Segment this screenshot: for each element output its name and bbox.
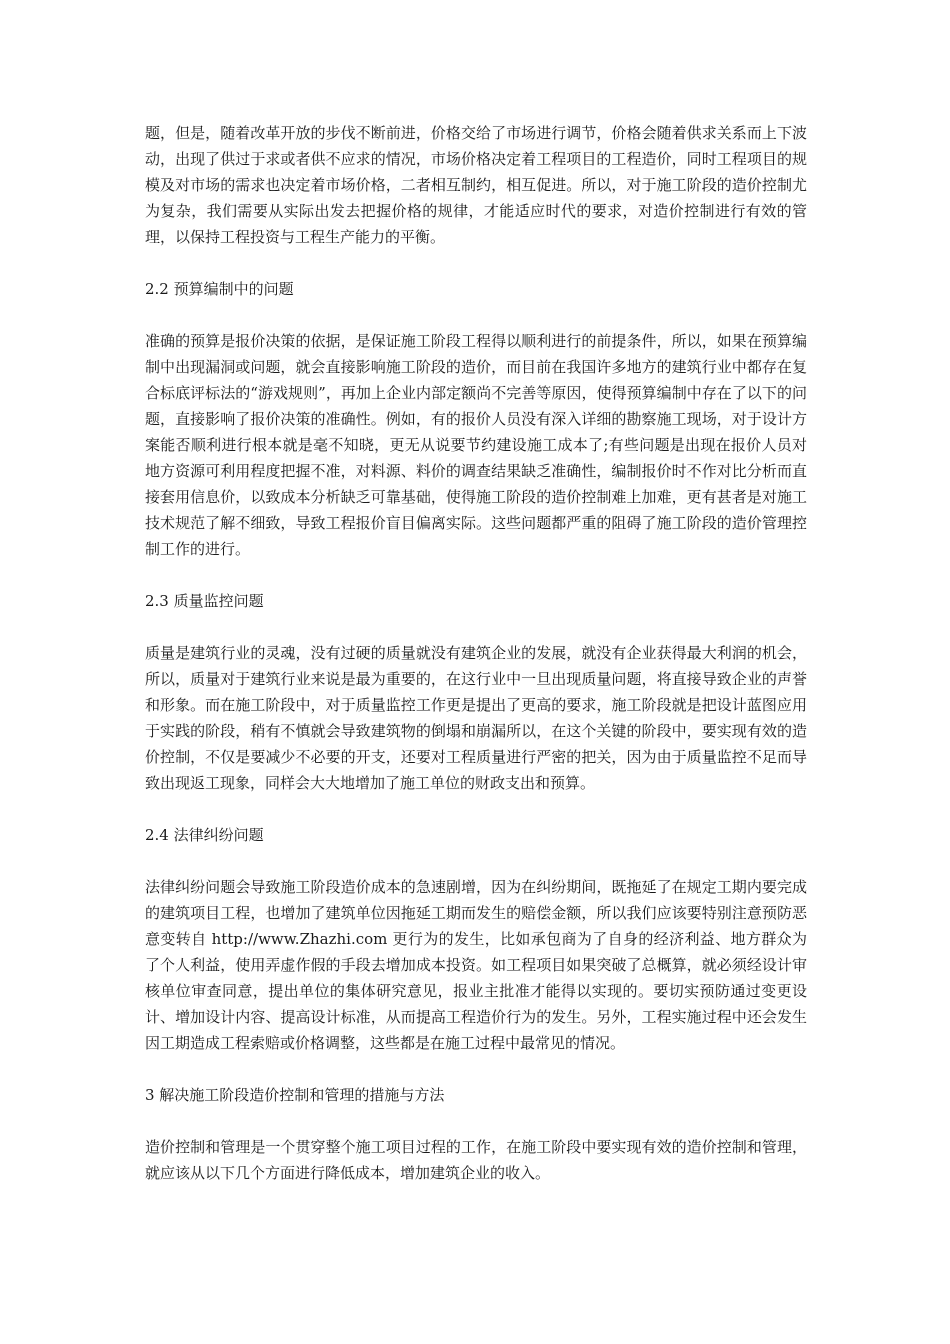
- heading-2-3: 2.3 质量监控问题: [145, 592, 264, 610]
- paragraph-market-price: 题，但是，随着改革开放的步伐不断前进，价格交给了市场进行调节，价格会随着供求关系而上下波动，出现了供过于求或者供不应求的情况，市场价格决定着工程项目的工程造价，同时工程项目的规模及对市场的需求也决定着市场价格，二者相互制约，相互促进。所以，对于施工阶段的造价控制尤为复杂，我们需要从实际出发去把握价格的规律，才能适应时代的要求，对造价控制进行有效的管理，以保持工程投资与工程生产能力的平衡。: [145, 124, 807, 246]
- heading-2-2: 2.2 预算编制中的问题: [145, 280, 294, 298]
- heading-2-4: 2.4 法律纠纷问题: [145, 826, 264, 844]
- paragraph-measures: 造价控制和管理是一个贯穿整个施工项目过程的工作，在施工阶段中要实现有效的造价控制和管理，就应该从以下几个方面进行降低成本，增加建筑企业的收入。: [145, 1138, 807, 1182]
- document-page: [145, 120, 807, 1212]
- paragraph-legal: 法律纠纷问题会导致施工阶段造价成本的急速剧增，因为在纠纷期间，既拖延了在规定工期内要完成的建筑项目工程，也增加了建筑单位因拖延工期而发生的赔偿金额，所以我们应该要特别注意预防恶意变转自 http://www.Zhazhi.com 更行为的发生，比如承包商为了自身的经济利益、地方群众为了个人利益，使用弄虚作假的手段去增加成本投资。如工程项目如果突破了总概算，就必须经设计审核单位审查同意，提出单位的集体研究意见，报业主批准才能得以实现的。要切实预防通过变更设计、增加设计内容、提高设计标准，从而提高工程造价行为的发生。另外，工程实施过程中还会发生因工期造成工程索赔或价格调整，这些都是在施工过程中最常见的情况。: [145, 878, 807, 1052]
- heading-3: 3 解决施工阶段造价控制和管理的措施与方法: [145, 1086, 445, 1104]
- paragraph-quality: 质量是建筑行业的灵魂，没有过硬的质量就没有建筑企业的发展，就没有企业获得最大利润的机会，所以，质量对于建筑行业来说是最为重要的，在这行业中一旦出现质量问题，将直接导致企业的声誉和形象。而在施工阶段中，对于质量监控工作更是提出了更高的要求，施工阶段就是把设计蓝图应用于实践的阶段，稍有不慎就会导致建筑物的倒塌和崩漏所以，在这个关键的阶段中，要实现有效的造价控制，不仅是要减少不必要的开支，还要对工程质量进行严密的把关，因为由于质量监控不足而导致出现返工现象，同样会大大地增加了施工单位的财政支出和预算。: [145, 644, 807, 792]
- paragraph-budget: 准确的预算是报价决策的依据，是保证施工阶段工程得以顺利进行的前提条件，所以，如果在预算编制中出现漏洞或问题，就会直接影响施工阶段的造价，而目前在我国许多地方的建筑行业中都存在复合标底评标法的“游戏规则”，再加上企业内部定额尚不完善等原因，使得预算编制中存在了以下的问题，直接影响了报价决策的准确性。例如，有的报价人员没有深入详细的勘察施工现场，对于设计方案能否顺利进行根本就是毫不知晓，更无从说要节约建设施工成本了;有些问题是出现在报价人员对地方资源可利用程度把握不准，对料源、料价的调查结果缺乏准确性，编制报价时不作对比分析而直接套用信息价，以致成本分析缺乏可靠基础，使得施工阶段的造价控制难上加难，更有甚者是对施工技术规范了解不细致，导致工程报价盲目偏离实际。这些问题都严重的阻碍了施工阶段的造价管理控制工作的进行。: [145, 332, 807, 558]
